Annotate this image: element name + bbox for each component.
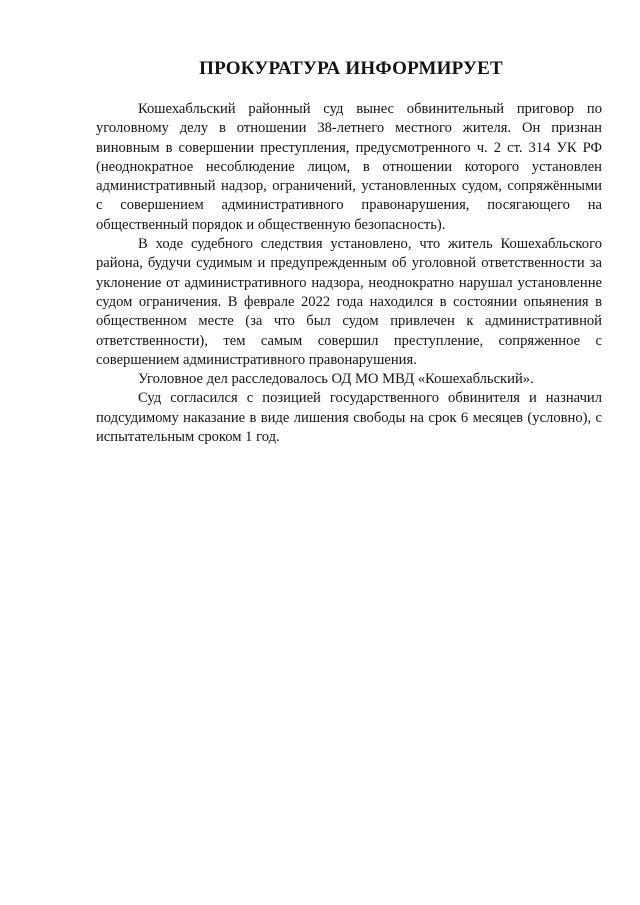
paragraph-inquiry: Уголовное дел расследовалось ОД МО МВД «Кошехабльский». (138, 371, 534, 388)
paragraph-investigation: В ходе судебного следствия установлено, что житель Кошехабльского района, будучи судимым и предупрежденным об уголовной ответственности за уклонение от административного надзора, неоднократно нарушал установленне судом ограничения. В феврале 2022 года находился в состоянии опьянения в общественном месте (за что был судом привлечен к административной ответственности), тем самым совершил преступление, сопряженное с совершением административного правонарушения. (96, 236, 602, 368)
paragraph-sentence: Суд согласился с позицией государственного обвинителя и назначил подсудимому наказание в виде лишения свободы на срок 6 месяцев (условно), с испытательным сроком 1 год. (96, 390, 602, 446)
paragraph-verdict: Кошехабльский районный суд вынес обвинительный приговор по уголовному делу в отношении 38-летнего местного жителя. Он признан виновным в совершении преступления, предусмотренного ч. 2 ст. 314 УК РФ (неоднократное несоблюдение лицом, в отношении которого установлен административный надзор, ограничений, установленных судом, сопряжёнными с совершением административного правонарушения, посягающего на общественный порядок и общественную безопасность). (96, 101, 602, 233)
document-page (96, 58, 602, 447)
document-title: ПРОКУРАТУРА ИНФОРМИРУЕТ (199, 58, 503, 79)
